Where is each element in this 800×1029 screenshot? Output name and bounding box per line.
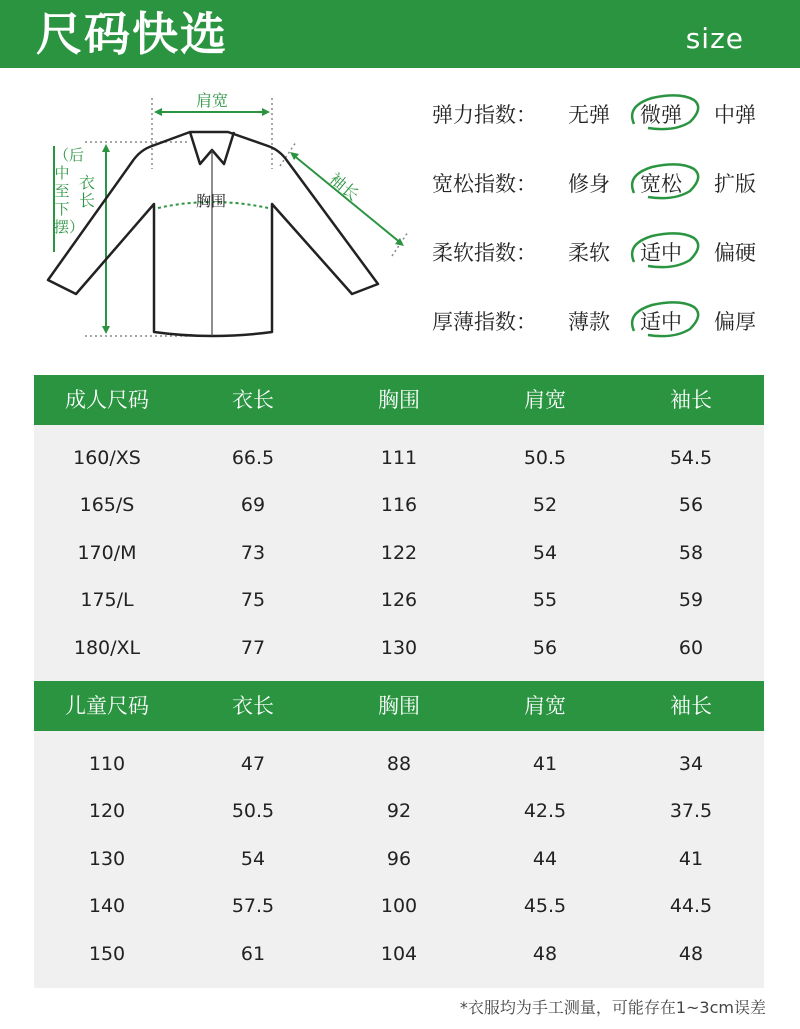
table-cell: 170/M (77, 541, 137, 564)
table-row (34, 435, 764, 482)
index-option-selected: 适中 (640, 310, 682, 334)
column-header: 肩宽 (524, 694, 566, 718)
table-row (34, 625, 764, 672)
index-option-selected: 微弹 (640, 103, 682, 127)
index-option: 修身 (568, 172, 610, 196)
table-cell: 41 (678, 847, 704, 870)
column-header: 袖长 (670, 694, 712, 718)
size-label: size (685, 22, 744, 55)
header-banner (0, 0, 800, 68)
adult-size-table (34, 375, 764, 682)
table-row (34, 530, 764, 577)
table-cell: 50.5 (231, 800, 275, 823)
sleeve-label: 袖长 (325, 169, 363, 205)
table-cell: 69 (240, 494, 266, 517)
back-center-label: （后中至下摆） (54, 146, 85, 236)
table-body (34, 731, 764, 988)
table-cell: 96 (386, 847, 412, 870)
table-cell: 100 (380, 895, 418, 918)
index-option: 柔软 (568, 241, 610, 265)
table-cell: 75 (240, 589, 266, 612)
table-cell: 54.5 (669, 447, 713, 469)
elasticity-index-row (432, 92, 792, 161)
column-header: 袖长 (670, 388, 712, 412)
index-option: 偏厚 (714, 310, 756, 334)
table-cell: 41 (532, 753, 558, 775)
table-cell: 34 (678, 753, 704, 775)
table-row (34, 931, 764, 978)
table-cell: 48 (532, 942, 558, 965)
column-header: 成人尺码 (65, 388, 149, 412)
table-cell: 44 (532, 847, 558, 870)
table-cell: 44.5 (669, 895, 713, 918)
table-cell: 160/XS (73, 447, 141, 469)
table-row (34, 482, 764, 529)
table-cell: 59 (678, 589, 704, 612)
table-row (34, 836, 764, 883)
table-row (34, 577, 764, 624)
table-cell: 150 (88, 942, 126, 965)
table-cell: 126 (380, 589, 418, 612)
table-cell: 104 (380, 942, 418, 965)
column-header: 儿童尺码 (65, 694, 149, 718)
measurement-footnote: *衣服均为手工测量，可能存在1~3cm误差 (459, 998, 766, 1017)
column-header: 衣长 (232, 694, 274, 718)
table-cell: 37.5 (669, 800, 713, 823)
index-option: 偏硬 (714, 241, 756, 265)
table-row (34, 883, 764, 930)
fabric-indices (432, 92, 792, 368)
table-cell: 116 (380, 494, 418, 517)
shoulder-label: 肩宽 (196, 91, 229, 110)
index-label: 宽松指数： (432, 172, 537, 196)
index-label: 厚薄指数： (432, 310, 537, 334)
table-cell: 60 (678, 636, 704, 659)
thickness-index-row (432, 299, 792, 368)
table-cell: 54 (240, 847, 266, 870)
kids-size-table (34, 681, 764, 988)
table-cell: 175/L (80, 589, 134, 612)
table-cell: 56 (532, 636, 558, 659)
shirt-outline-icon (40, 84, 420, 354)
table-cell: 130 (88, 847, 126, 870)
table-cell: 110 (88, 753, 126, 775)
table-cell: 92 (386, 800, 412, 823)
table-cell: 111 (380, 447, 418, 469)
length-label: 衣长 (78, 173, 95, 210)
column-header: 肩宽 (524, 388, 566, 412)
index-option: 薄款 (568, 310, 610, 334)
table-cell: 180/XL (73, 636, 141, 659)
column-header: 胸围 (378, 694, 420, 718)
table-header (34, 681, 764, 731)
index-option: 扩版 (714, 172, 756, 196)
page-title: 尺码快选 (36, 7, 228, 61)
fit-index-row (432, 161, 792, 230)
table-cell: 122 (380, 541, 418, 564)
index-option: 无弹 (568, 103, 610, 127)
table-row (34, 788, 764, 835)
column-header: 胸围 (378, 388, 420, 412)
table-cell: 56 (678, 494, 704, 517)
table-cell: 73 (240, 541, 266, 564)
table-cell: 45.5 (523, 895, 567, 918)
table-body (34, 425, 764, 682)
index-option-selected: 宽松 (640, 172, 682, 196)
chest-label: 胸围 (196, 192, 227, 210)
table-header (34, 375, 764, 425)
table-cell: 47 (240, 753, 266, 775)
table-cell: 88 (386, 753, 412, 775)
column-header: 衣长 (232, 388, 274, 412)
table-cell: 57.5 (231, 895, 275, 918)
table-cell: 50.5 (523, 447, 567, 469)
index-option: 中弹 (714, 103, 756, 127)
softness-index-row (432, 230, 792, 299)
table-cell: 130 (380, 636, 418, 659)
table-row (34, 741, 764, 788)
index-label: 柔软指数： (432, 241, 537, 265)
table-cell: 58 (678, 541, 704, 564)
table-cell: 66.5 (231, 447, 275, 469)
table-cell: 165/S (79, 494, 135, 517)
table-cell: 77 (240, 636, 266, 659)
table-cell: 54 (532, 541, 558, 564)
table-cell: 52 (532, 494, 558, 517)
index-option-selected: 适中 (640, 241, 682, 265)
table-cell: 61 (240, 942, 266, 965)
index-label: 弹力指数： (432, 103, 537, 127)
table-cell: 42.5 (523, 800, 567, 823)
shirt-diagram (40, 84, 420, 354)
table-cell: 120 (88, 800, 126, 823)
table-cell: 48 (678, 942, 704, 965)
table-cell: 140 (88, 895, 126, 918)
table-cell: 55 (532, 589, 558, 612)
